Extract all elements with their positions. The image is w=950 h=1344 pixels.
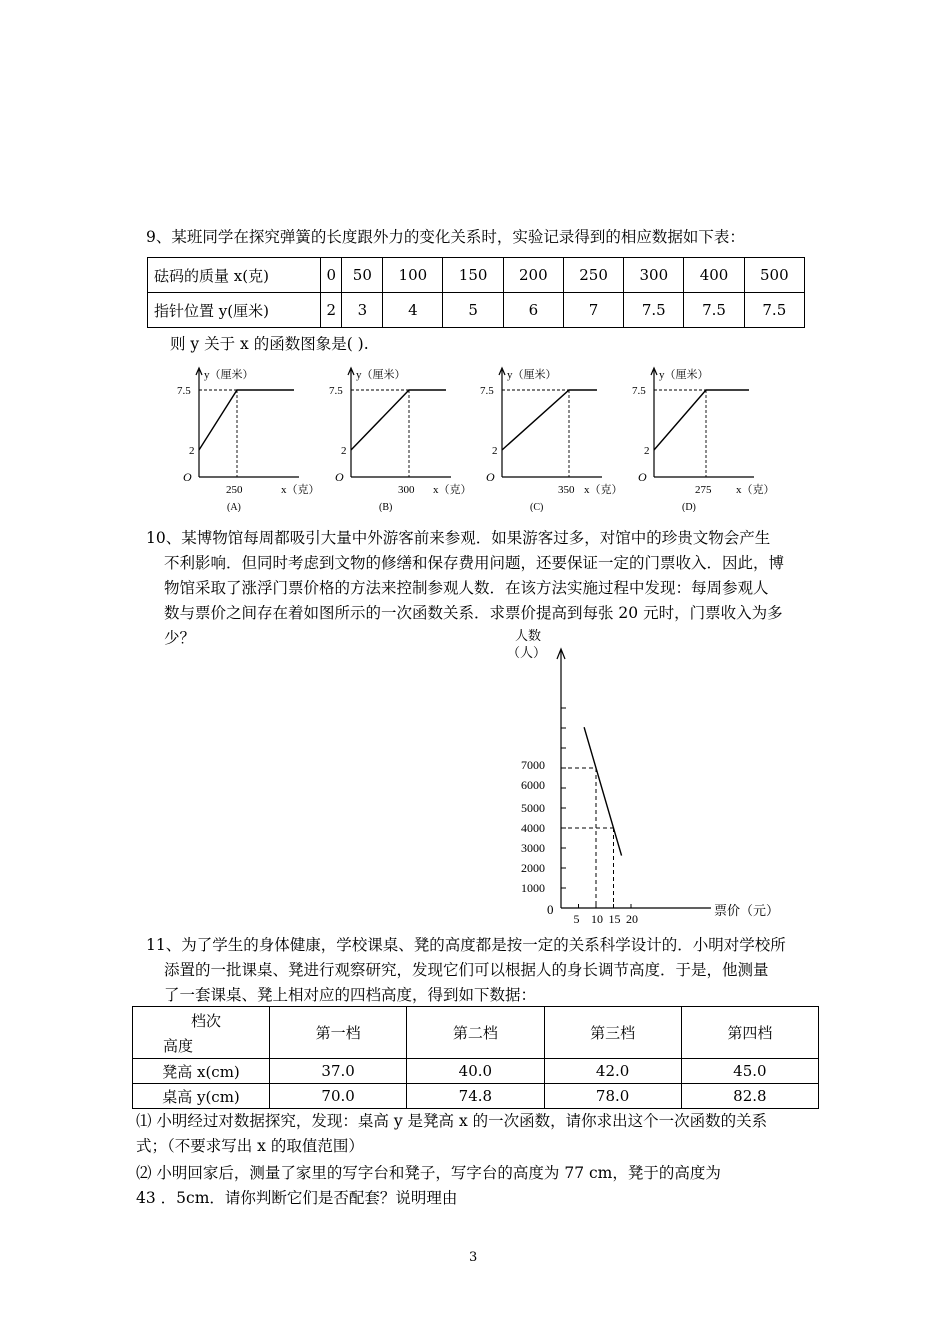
y-tick-label: 7.5 [177, 385, 191, 397]
origin-label: O [183, 470, 192, 484]
y-tick-label: 1000 [521, 881, 545, 895]
option-graph [630, 362, 780, 512]
y-tick-label: 7.5 [480, 385, 494, 397]
y-tick-label: 2 [644, 445, 650, 457]
q11-part2-line1: ⑵ 小明回家后，测量了家里的写字台和凳子，写字台的高度为 77 cm，凳于的高度为 [136, 1164, 721, 1182]
column-header: 第三档 [544, 1007, 681, 1059]
row-label: 凳高 x(cm) [133, 1059, 270, 1084]
q9-table [147, 257, 805, 328]
option-label: (D) [682, 502, 696, 512]
table-cell: 100 [383, 258, 443, 293]
origin-label: O [486, 470, 495, 484]
x-tick-label: 20 [626, 912, 638, 925]
table-cell: 150 [443, 258, 503, 293]
table-cell: 82.8 [681, 1084, 818, 1109]
y-tick-label: 7.5 [632, 385, 646, 397]
x-tick-label: 300 [398, 484, 415, 496]
table-cell: 42.0 [544, 1059, 681, 1084]
row-label: 桌高 y(cm) [133, 1084, 270, 1109]
table-cell: 37.0 [270, 1059, 407, 1084]
q11-table [132, 1006, 819, 1109]
option-label: (A) [227, 502, 241, 512]
x-tick-label: 275 [695, 484, 712, 496]
table-row [148, 258, 805, 293]
q10-line-1: 10、某博物馆每周都吸引大量中外游客前来参观．如果游客过多，对馆中的珍贵文物会产生 [146, 529, 771, 547]
table-row [133, 1084, 819, 1109]
table-cell: 400 [684, 258, 744, 293]
table-cell: 74.8 [407, 1084, 544, 1109]
table-cell: 5 [443, 293, 503, 328]
function-line [351, 390, 446, 450]
q10-line-5: 少？ [164, 629, 196, 647]
option-graph [478, 362, 628, 512]
q9-stem: 9、某班同学在探究弹簧的长度跟外力的变化关系时，实验记录得到的相应数据如下表： [146, 228, 745, 246]
y-tick-label: 7000 [521, 758, 545, 772]
x-axis-label: 票价（元） [714, 903, 780, 918]
option-graph [327, 362, 477, 512]
page-number: 3 [469, 1250, 478, 1265]
table-cell: 70.0 [270, 1084, 407, 1109]
y-axis-label: y（厘米） [204, 369, 254, 381]
q11-line-2: 添置的一批课桌、凳进行观察研究，发现它们可以根据人的身长调节高度．于是，他测量 [164, 961, 769, 979]
y-tick-label: 4000 [521, 821, 545, 835]
y-tick-label: 2 [189, 445, 195, 457]
x-axis-label: x（克） [736, 484, 775, 496]
y-axis-label-line2: （人） [507, 645, 547, 660]
table-cell: 50 [342, 258, 383, 293]
x-axis-label: x（克） [433, 484, 472, 496]
y-tick-label: 7.5 [329, 385, 343, 397]
table-cell: 0 [321, 258, 342, 293]
y-tick-label: 6000 [521, 778, 545, 792]
table-header-row [133, 1007, 819, 1059]
table-cell: 7 [563, 293, 623, 328]
origin-label: 0 [547, 902, 554, 917]
table-row [133, 1059, 819, 1084]
q9-question: 则 y 关于 x 的函数图象是( ). [170, 335, 369, 353]
table-cell: 250 [563, 258, 623, 293]
table-cell: 7.5 [684, 293, 744, 328]
corner-top-label: 档次 [191, 1012, 222, 1030]
x-axis-label: x（克） [281, 484, 320, 496]
x-tick-label: 350 [558, 484, 575, 496]
y-tick-label: 2 [492, 445, 498, 457]
q11-line-1: 11、为了学生的身体健康，学校课桌、凳的高度都是按一定的关系科学设计的．小明对学校所 [146, 936, 786, 954]
function-line [654, 390, 749, 450]
q11-part1-line2: 式；（不要求写出 x 的取值范围） [136, 1137, 364, 1155]
origin-label: O [335, 470, 344, 484]
corner-bottom-label: 高度 [163, 1037, 194, 1055]
table-cell: 7.5 [744, 293, 804, 328]
table-cell: 45.0 [681, 1059, 818, 1084]
table-cell: 78.0 [544, 1084, 681, 1109]
y-axis-label-line1: 人数 [515, 628, 542, 643]
y-tick-label: 3000 [521, 841, 545, 855]
table-row [148, 293, 805, 328]
q10-line-2: 不利影响．但同时考虑到文物的修缮和保存费用问题，还要保证一定的门票收入．因此，博 [164, 554, 785, 572]
option-label: (C) [530, 502, 544, 512]
y-axis-label: y（厘米） [659, 369, 709, 381]
q10-line-3: 物馆采取了涨浮门票价格的方法来控制参观人数．在该方法实施过程中发现：每周参观人 [164, 579, 769, 597]
q11-part2-line2: 43 ．5cm．请你判断它们是否配套？说明理由 [136, 1189, 458, 1207]
table-cell: 4 [383, 293, 443, 328]
table-cell: 7.5 [624, 293, 684, 328]
y-tick-label: 5000 [521, 801, 545, 815]
column-header: 第四档 [681, 1007, 818, 1059]
x-axis-label: x（克） [584, 484, 623, 496]
x-tick-label: 5 [573, 912, 580, 925]
row-label: 指针位置 y(厘米) [148, 293, 321, 328]
function-line [199, 390, 294, 450]
function-line [584, 727, 621, 855]
row-label: 砝码的质量 x(克) [148, 258, 321, 293]
table-cell: 300 [624, 258, 684, 293]
q11-line-3: 了一套课桌、凳上相对应的四档高度，得到如下数据： [164, 986, 537, 1004]
column-header: 第二档 [407, 1007, 544, 1059]
q11-part1-line1: ⑴ 小明经过对数据探究，发现：桌高 y 是凳高 x 的一次函数，请你求出这个一次函数的关系 [136, 1112, 768, 1130]
y-tick-label: 2000 [521, 861, 545, 875]
x-tick-label: 250 [226, 484, 243, 496]
option-label: (B) [379, 502, 393, 512]
table-cell: 40.0 [407, 1059, 544, 1084]
y-axis-label: y（厘米） [356, 369, 406, 381]
x-tick-label: 10 [591, 912, 603, 925]
y-axis-label: y（厘米） [507, 369, 557, 381]
y-tick-label: 2 [341, 445, 347, 457]
q10-chart [500, 625, 800, 925]
table-cell: 500 [744, 258, 804, 293]
x-tick-label: 15 [608, 912, 621, 925]
table-cell: 2 [321, 293, 342, 328]
table-cell: 3 [342, 293, 383, 328]
corner-cell [133, 1007, 270, 1059]
table-cell: 200 [503, 258, 563, 293]
table-cell: 6 [503, 293, 563, 328]
column-header: 第一档 [270, 1007, 407, 1059]
function-line [502, 390, 597, 450]
option-graph [175, 362, 325, 512]
origin-label: O [638, 470, 647, 484]
q10-line-4: 数与票价之间存在着如图所示的一次函数关系．求票价提高到每张 20 元时，门票收入为多 [164, 604, 783, 622]
